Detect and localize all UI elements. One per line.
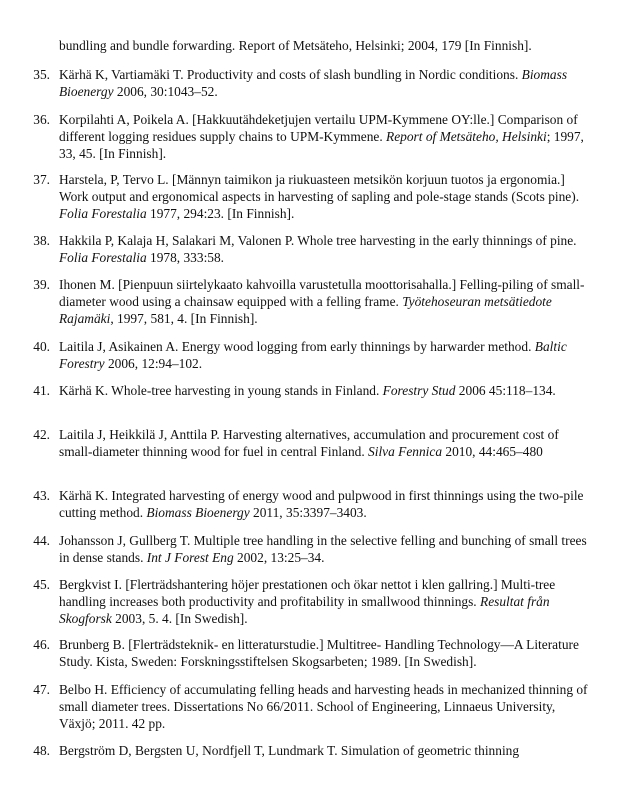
reference-text: [59, 742, 591, 759]
reference-text-segment: Johansson J, Gullberg T. Multiple tree handling in the selective felling and bunching of small trees in dense stands.: [59, 533, 587, 565]
reference-text-segment: Bergkvist I. [Flerträdshantering höjer prestationen och ökar nettot i klen gallring.] Multi-tree handling increases both productivity and profitability in smallwood thinnings.: [59, 577, 556, 609]
reference-text-segment: 2006, 12:94–102.: [104, 356, 203, 371]
reference-text: [59, 111, 591, 162]
reference-text: [59, 66, 591, 100]
reference-number: 43.: [33, 488, 50, 503]
reference-text-segment: bundling and bundle forwarding. Report of Metsäteho, Helsinki; 2004, 179 [In Finnish].: [59, 38, 532, 53]
reference-text-segment: Kärhä K. Integrated harvesting of energy wood and pulpwood in first thinnings using the two-pile cutting method.: [59, 488, 584, 520]
reference-text: [59, 232, 591, 266]
journal-title: Forestry Stud: [382, 383, 456, 398]
journal-title: Int J Forest Eng: [146, 550, 234, 565]
reference-text-segment: Ihonen M. [Pienpuun siirtelykaato kahvoilla varustetulla moottorisahalla.] Felling-piling of small-diameter wood using a chainsaw equipped with a felling frame.: [59, 277, 585, 309]
reference-text-segment: 2002, 13:25–34.: [233, 550, 325, 565]
reference-text-segment: 2011, 35:3397–3403.: [249, 505, 367, 520]
reference-text-segment: , 1997, 581, 4. [In Finnish].: [110, 311, 258, 326]
reference-number: 35.: [33, 67, 50, 82]
reference-number: 47.: [33, 682, 50, 697]
reference-text-segment: Hakkila P, Kalaja H, Salakari M, Valonen P. Whole tree harvesting in the early thinnings of pine.: [59, 233, 577, 248]
reference-number: 40.: [33, 339, 50, 354]
journal-title: Folia Forestalia: [59, 250, 147, 265]
journal-title: Silva Fennica: [368, 444, 443, 459]
journal-title: Report of Metsäteho, Helsinki: [386, 129, 547, 144]
reference-text-segment: 2003, 5. 4. [In Swedish].: [111, 611, 248, 626]
reference-text-segment: Belbo H. Efficiency of accumulating felling heads and harvesting heads in mechanized thinning of small diameter trees. Dissertations No 66/2011. School of Engineering, Linnaeus University, Växjö; 2011. 42 pp.: [59, 682, 588, 731]
reference-text-segment: Korpilahti A, Poikela A. [Hakkuutähdeketjujen vertailu UPM-Kymmene OY:lle.] Comparison of different logging residues supply chains to UPM-Kymmene.: [59, 112, 578, 144]
reference-text: [59, 426, 591, 460]
reference-number: 48.: [33, 743, 50, 758]
reference-number: 37.: [33, 172, 50, 187]
reference-text: [59, 532, 591, 566]
reference-text-segment: Laitila J, Heikkilä J, Anttila P. Harvesting alternatives, accumulation and procurement cost of small-diameter thinning wood for fuel in central Finland.: [59, 427, 559, 459]
reference-text-segment: Laitila J, Asikainen A. Energy wood logging from early thinnings by harwarder method.: [59, 339, 535, 354]
reference-text-segment: Harstela, P, Tervo L. [Männyn taimikon ja riukuasteen metsikön korjuun tuotos ja ergonomia.] Work output and ergonomical aspects in harvesting of sapling and pole-stage stands (Scots pine).: [59, 172, 580, 204]
reference-number: 41.: [33, 383, 50, 398]
reference-text: [59, 487, 591, 521]
reference-text-segment: Bergström D, Bergsten U, Nordfjell T, Lundmark T. Simulation of geometric thinning: [59, 743, 520, 758]
journal-title: Baltic Forestry: [59, 339, 567, 371]
reference-text: [59, 636, 591, 670]
reference-number: 45.: [33, 577, 50, 592]
journal-title: Folia Forestalia: [59, 206, 147, 221]
reference-text-segment: 1978, 333:58.: [146, 250, 225, 265]
reference-text-segment: 2006 45:118–134.: [455, 383, 556, 398]
reference-number: 36.: [33, 112, 50, 127]
journal-title: Biomass Bioenergy: [146, 505, 250, 520]
reference-text: [59, 276, 591, 327]
reference-text-segment: Kärhä K, Vartiamäki T. Productivity and costs of slash bundling in Nordic conditions.: [59, 67, 522, 82]
reference-text: [59, 171, 591, 222]
reference-number: 39.: [33, 277, 50, 292]
reference-number: 46.: [33, 637, 50, 652]
reference-text: [59, 37, 591, 54]
reference-text-segment: 2010, 44:465–480: [442, 444, 543, 459]
reference-text-segment: 2006, 30:1043–52.: [113, 84, 218, 99]
reference-number: 44.: [33, 533, 50, 548]
journal-title: Työtehoseuran metsätiedote Rajamäki: [59, 294, 552, 326]
reference-text: [59, 576, 591, 627]
reference-number: 38.: [33, 233, 50, 248]
journal-title: Biomass Bioenergy: [59, 67, 568, 99]
reference-text: [59, 338, 591, 372]
reference-text-segment: 1977, 294:23. [In Finnish].: [146, 206, 295, 221]
reference-text: [59, 681, 591, 732]
reference-text-segment: Brunberg B. [Flerträdsteknik- en litteraturstudie.] Multitree- Handling Technology—A Literature Study. Kista, Sweden: Forskningsstiftelsen Skogsarbeten; 1989. [In Swedish].: [59, 637, 579, 669]
reference-text-segment: ; 1997, 33, 45. [In Finnish].: [59, 129, 584, 161]
journal-title: Resultat från Skogforsk: [59, 594, 550, 626]
reference-text-segment: Kärhä K. Whole-tree harvesting in young stands in Finland.: [59, 383, 383, 398]
reference-text: [59, 382, 591, 399]
reference-number: 42.: [33, 427, 50, 442]
